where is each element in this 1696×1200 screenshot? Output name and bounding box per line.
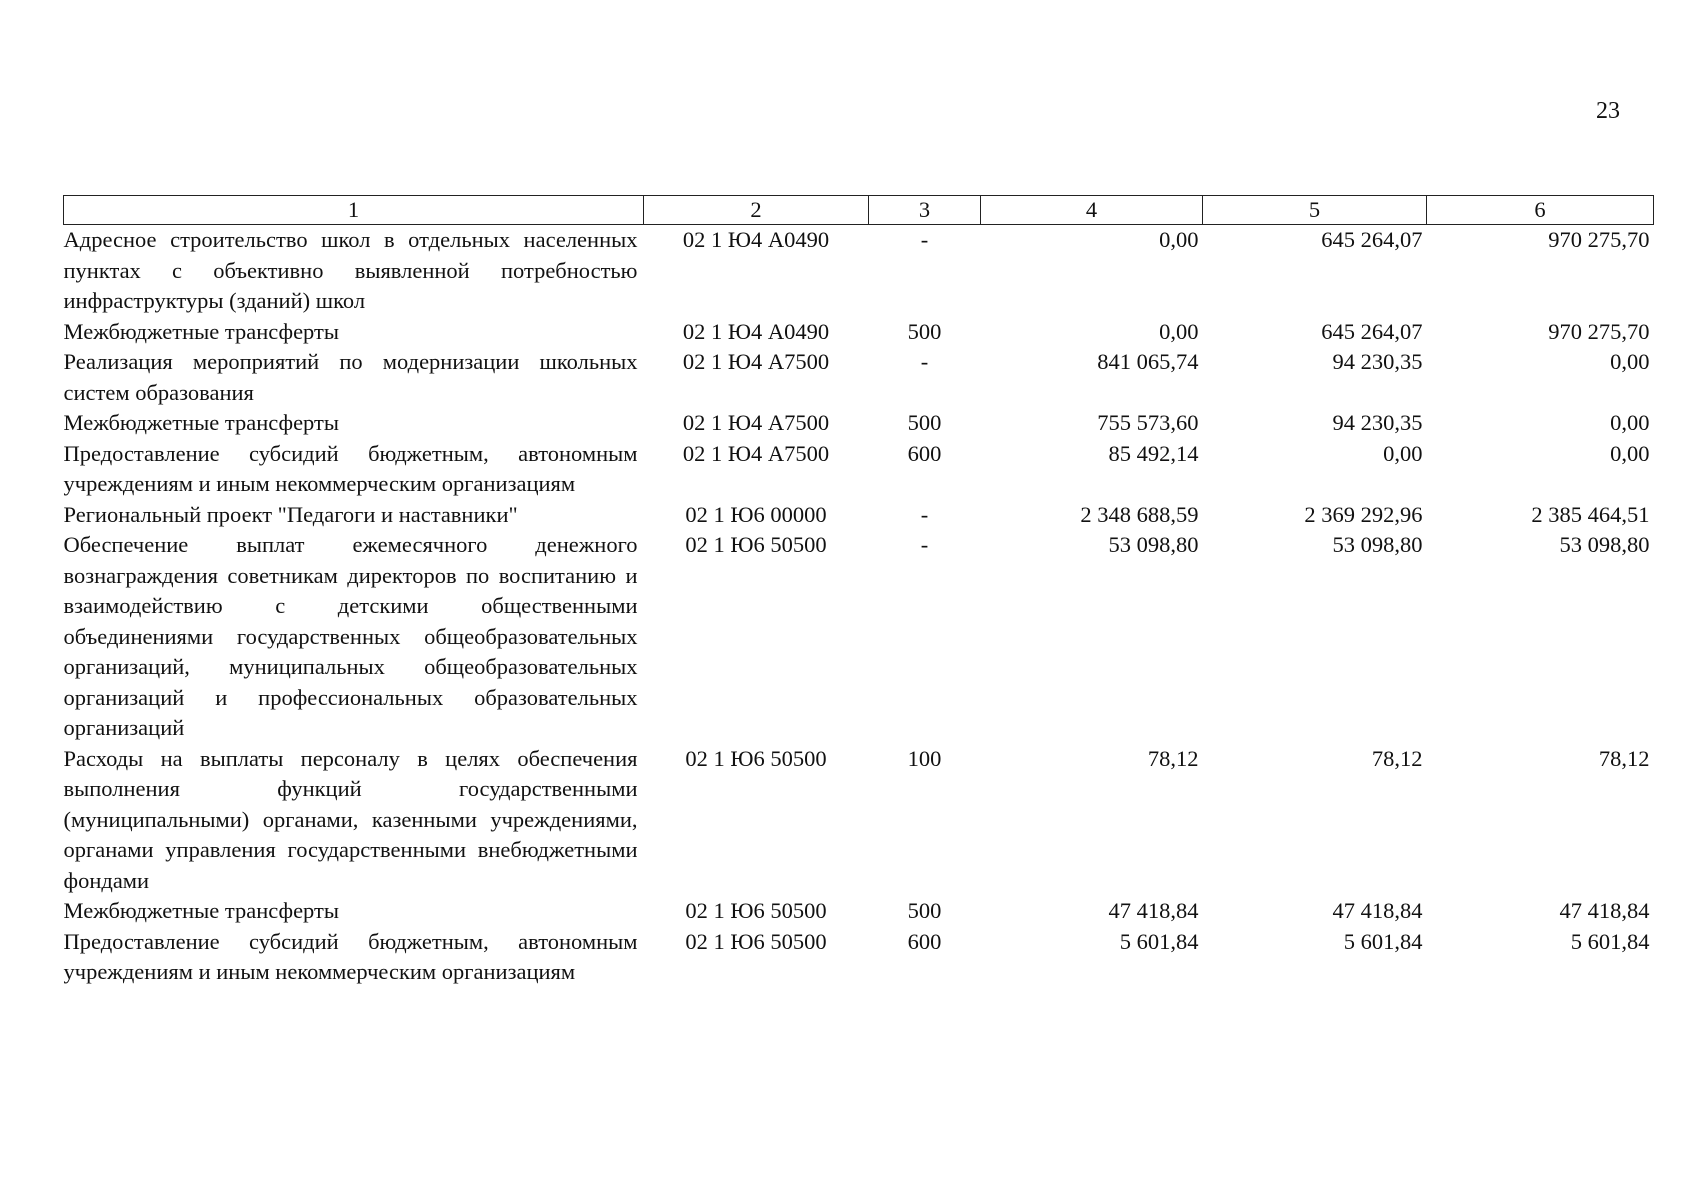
table-body	[64, 225, 1654, 988]
row-code: 02 1 Ю6 50500	[685, 898, 827, 923]
row-name: Реализация мероприятий по модернизации школьных систем образования	[63, 349, 638, 405]
row-expense-type: -	[920, 349, 929, 374]
row-name: Межбюджетные трансферты	[63, 410, 339, 435]
row-expense-type: -	[920, 532, 929, 557]
row-value-col6: 47 418,84	[1559, 898, 1650, 923]
column-header-6: 6	[1427, 196, 1654, 225]
row-value-col5: 5 601,84	[1343, 928, 1423, 954]
row-value-col4: 2 348 688,59	[1080, 501, 1199, 527]
row-value-col4: 47 418,84	[1108, 898, 1199, 923]
row-value-col4: 85 492,14	[1108, 440, 1199, 466]
table-row	[64, 896, 1654, 927]
row-expense-type: 600	[907, 440, 942, 466]
row-value-col4: 841 065,74	[1097, 349, 1199, 374]
row-name: Предоставление субсидий бюджетным, автономным учреждениям и иным некоммерческим организациям	[63, 928, 638, 984]
row-expense-type: -	[920, 227, 929, 252]
row-value-col6: 78,12	[1598, 745, 1650, 771]
row-expense-type: 100	[907, 745, 942, 771]
table-row	[64, 317, 1654, 348]
row-value-col6: 2 385 464,51	[1531, 501, 1650, 527]
row-name: Межбюджетные трансферты	[63, 318, 339, 344]
row-name: Адресное строительство школ в отдельных населенных пунктах с объективно выявленной потребностью инфраструктуры (зданий) школ	[63, 227, 638, 313]
column-header-1: 1	[64, 196, 644, 225]
row-code: 02 1 Ю6 00000	[685, 501, 827, 527]
row-value-col5: 2 369 292,96	[1304, 501, 1423, 527]
row-expense-type: 500	[907, 410, 942, 435]
row-value-col5: 53 098,80	[1332, 532, 1423, 557]
row-value-col4: 0,00	[1159, 227, 1199, 252]
row-value-col6: 0,00	[1610, 410, 1650, 435]
row-value-col5: 47 418,84	[1332, 898, 1423, 923]
table-row	[64, 347, 1654, 408]
row-value-col6: 0,00	[1610, 349, 1650, 374]
row-value-col6: 970 275,70	[1548, 318, 1650, 344]
table-row	[64, 439, 1654, 500]
table-row	[64, 530, 1654, 744]
row-code: 02 1 Ю6 50500	[685, 928, 827, 954]
row-value-col5: 645 264,07	[1321, 227, 1423, 252]
table-row	[64, 225, 1654, 317]
table-header	[64, 196, 1654, 225]
column-header-2: 2	[644, 196, 869, 225]
budget-table	[63, 195, 1654, 988]
row-expense-type: 500	[907, 318, 942, 344]
row-value-col4: 755 573,60	[1097, 410, 1199, 435]
row-code: 02 1 Ю4 А7500	[682, 440, 830, 466]
table-row	[64, 408, 1654, 439]
row-value-col6: 970 275,70	[1548, 227, 1650, 252]
row-name: Расходы на выплаты персоналу в целях обеспечения выполнения функций государственными (муниципальными) органами, казенными учреждениями, органами управления государственными внебюджетными фондами	[63, 745, 638, 893]
table-row	[64, 744, 1654, 897]
row-code: 02 1 Ю6 50500	[685, 745, 827, 771]
row-value-col5: 0,00	[1383, 440, 1423, 466]
row-code: 02 1 Ю4 А7500	[682, 349, 830, 374]
row-name: Региональный проект "Педагоги и наставники"	[63, 501, 518, 527]
row-expense-type: 600	[907, 928, 942, 954]
row-value-col4: 53 098,80	[1108, 532, 1199, 557]
row-name: Предоставление субсидий бюджетным, автономным учреждениям и иным некоммерческим организациям	[63, 440, 638, 496]
row-value-col5: 645 264,07	[1321, 318, 1423, 344]
row-expense-type: -	[920, 501, 929, 527]
row-name: Межбюджетные трансферты	[63, 898, 339, 923]
row-code: 02 1 Ю4 А0490	[682, 227, 830, 252]
row-value-col6: 0,00	[1610, 440, 1650, 466]
column-header-5: 5	[1203, 196, 1427, 225]
row-code: 02 1 Ю4 А7500	[682, 410, 830, 435]
row-name: Обеспечение выплат ежемесячного денежного вознаграждения советникам директоров по воспитанию и взаимодействию с детскими общественными объединениями государственных общеобразовательных организаций, муниципальных общеобразовательных организаций и профессиональных образовательных организаций	[63, 532, 638, 740]
page-number: 23	[1596, 98, 1620, 124]
row-expense-type: 500	[907, 898, 942, 923]
table-row	[64, 927, 1654, 988]
row-value-col4: 78,12	[1147, 745, 1199, 771]
row-value-col5: 94 230,35	[1332, 410, 1423, 435]
row-code: 02 1 Ю6 50500	[685, 532, 827, 557]
row-value-col5: 78,12	[1371, 745, 1423, 771]
row-value-col6: 53 098,80	[1559, 532, 1650, 557]
row-code: 02 1 Ю4 А0490	[682, 318, 830, 344]
header-row	[64, 196, 1654, 225]
column-header-3: 3	[869, 196, 981, 225]
row-value-col4: 5 601,84	[1119, 928, 1199, 954]
table-row	[64, 500, 1654, 531]
row-value-col6: 5 601,84	[1570, 928, 1650, 954]
row-value-col4: 0,00	[1159, 318, 1199, 344]
row-value-col5: 94 230,35	[1332, 349, 1423, 374]
column-header-4: 4	[981, 196, 1203, 225]
